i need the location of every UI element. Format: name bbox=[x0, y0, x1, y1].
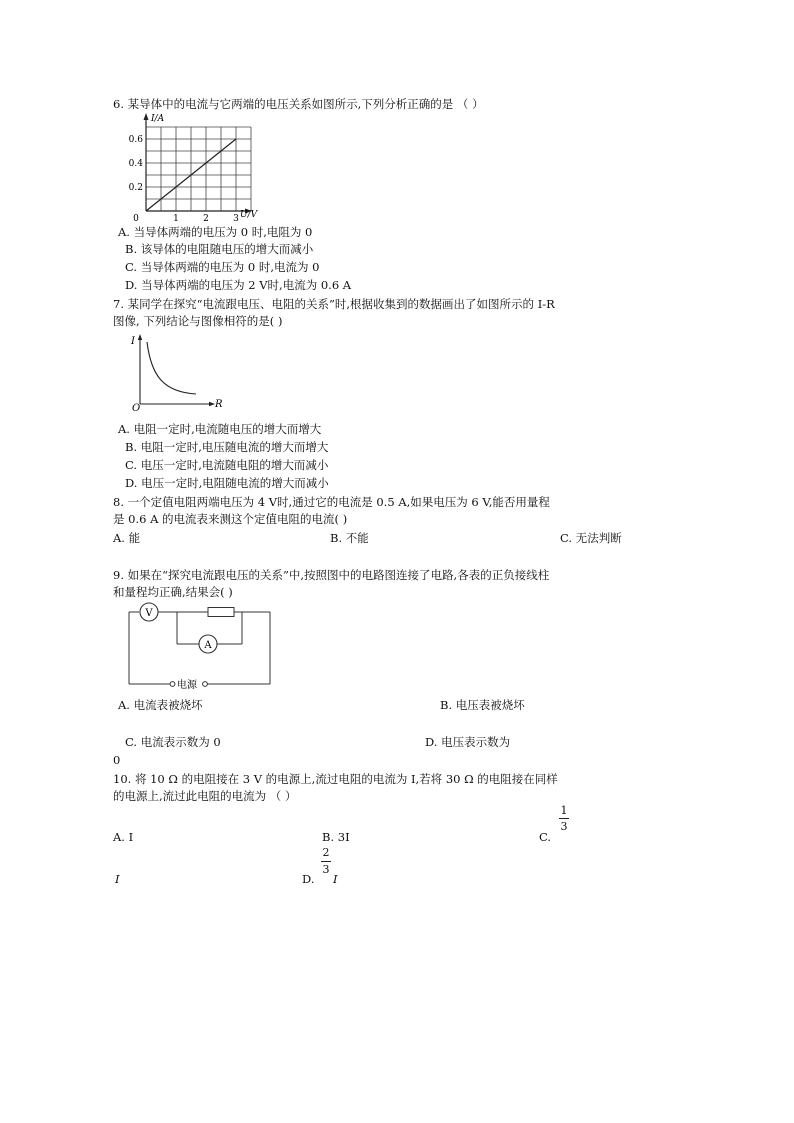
q9-stem-line1: 9. 如果在“探究电流跟电压的关系”中,按照图中的电路图连接了电路,各表的正负接线柱 bbox=[113, 568, 550, 582]
q10-option-d-label: D. bbox=[302, 872, 315, 886]
q9-option-c: C. 电流表示数为 0 bbox=[125, 735, 221, 749]
q7-stem-line1: 7. 某同学在探究“电流跟电压、电阻的关系”时,根据收集到的数据画出了如图所示的 I-R bbox=[113, 297, 555, 311]
q7-stem-line2: 图像, 下列结论与图像相符的是( ) bbox=[113, 314, 283, 328]
q8-stem-line1: 8. 一个定值电阻两端电压为 4 V时,通过它的电流是 0.5 A,如果电压为 6 V,能否用量程 bbox=[113, 495, 550, 509]
q6-iu-chart bbox=[118, 110, 268, 222]
q6-y-tick-label: 0.4 bbox=[128, 159, 143, 169]
q7-x-label: R bbox=[215, 399, 223, 410]
q6-y-label: I/A bbox=[151, 114, 165, 124]
q10-option-c-numerator: 1 bbox=[560, 804, 568, 817]
q6-x-tick-label: 0 bbox=[133, 214, 139, 222]
q8-option-a: A. 能 bbox=[113, 531, 141, 545]
q6-option-a: A. 当导体两端的电压为 0 时,电阻为 0 bbox=[118, 225, 313, 239]
source-terminal-left-icon bbox=[170, 682, 175, 687]
q6-x-label: U/V bbox=[240, 210, 258, 220]
q10-option-c-label: C. bbox=[539, 830, 552, 844]
q10-option-d-fraction-bar bbox=[321, 861, 331, 862]
q6-x-tick-label: 1 bbox=[173, 214, 179, 222]
q6-tick-labels bbox=[129, 135, 239, 222]
q9-option-a: A. 电流表被烧坏 bbox=[118, 698, 203, 712]
source-terminal-right-icon bbox=[203, 682, 208, 687]
q7-option-b: B. 电阻一定时,电压随电流的增大而增大 bbox=[125, 440, 329, 454]
q9-option-d: D. 电压表示数为 bbox=[425, 735, 511, 749]
q9-option-d-wrap: 0 bbox=[113, 753, 121, 767]
q6-x-tick-label: 2 bbox=[203, 214, 209, 222]
q6-y-tick-label: 0.2 bbox=[128, 183, 143, 193]
ammeter-label: A bbox=[204, 640, 212, 651]
q7-inverse-curve bbox=[147, 342, 196, 394]
q9-option-b: B. 电压表被烧坏 bbox=[440, 698, 525, 712]
q10-option-d-denominator: 3 bbox=[322, 863, 330, 876]
q8-option-b: B. 不能 bbox=[330, 531, 369, 545]
q7-option-a: A. 电阻一定时,电流随电压的增大而增大 bbox=[118, 422, 322, 436]
q8-option-c: C. 无法判断 bbox=[560, 531, 622, 545]
voltmeter-label: V bbox=[145, 608, 153, 619]
q10-option-d-numerator: 2 bbox=[322, 846, 330, 859]
q10-option-c-denominator: 3 bbox=[560, 820, 568, 833]
resistor-icon bbox=[208, 608, 234, 617]
q6-option-b: B. 该导体的电阻随电压的增大而减小 bbox=[125, 242, 314, 256]
q7-ir-graph bbox=[120, 330, 230, 412]
q7-origin-label: O bbox=[132, 403, 141, 412]
q6-stem: 6. 某导体中的电流与它两端的电压关系如图所示,下列分析正确的是 （ ） bbox=[113, 97, 484, 111]
q9-circuit-diagram bbox=[125, 600, 275, 692]
q10-option-a: A. I bbox=[113, 830, 134, 844]
q7-y-arrow bbox=[138, 334, 142, 340]
q10-option-d-variable: I bbox=[333, 872, 338, 886]
source-label: 电源 bbox=[177, 680, 197, 691]
q10-option-b: B. 3I bbox=[322, 830, 350, 844]
q6-x-tick-label: 3 bbox=[233, 214, 239, 222]
q6-y-arrow bbox=[144, 113, 149, 120]
q6-option-c: C. 当导体两端的电压为 0 时,电流为 0 bbox=[125, 260, 320, 274]
q7-option-d: D. 电压一定时,电阻随电流的增大而减小 bbox=[125, 476, 329, 490]
q6-option-d: D. 当导体两端的电压为 2 V时,电流为 0.6 A bbox=[125, 278, 352, 292]
q8-stem-line2: 是 0.6 A 的电流表来测这个定值电阻的电流( ) bbox=[113, 512, 348, 526]
q9-stem-line2: 和量程均正确,结果会( ) bbox=[113, 585, 233, 599]
q7-y-label: I bbox=[131, 336, 135, 347]
q10-option-c-fraction-bar bbox=[559, 818, 569, 819]
q6-y-tick-label: 0.6 bbox=[128, 135, 143, 145]
q10-stem-line2: 的电源上,流过此电阻的电流为 （ ） bbox=[113, 789, 297, 803]
q10-option-c-wrap: I bbox=[115, 872, 120, 886]
q10-stem-line1: 10. 将 10 Ω 的电阻接在 3 V 的电源上,流过电阻的电流为 I,若将 30 Ω 的电阻接在同样 bbox=[113, 772, 558, 786]
q7-option-c: C. 电压一定时,电流随电阻的增大而减小 bbox=[125, 458, 329, 472]
